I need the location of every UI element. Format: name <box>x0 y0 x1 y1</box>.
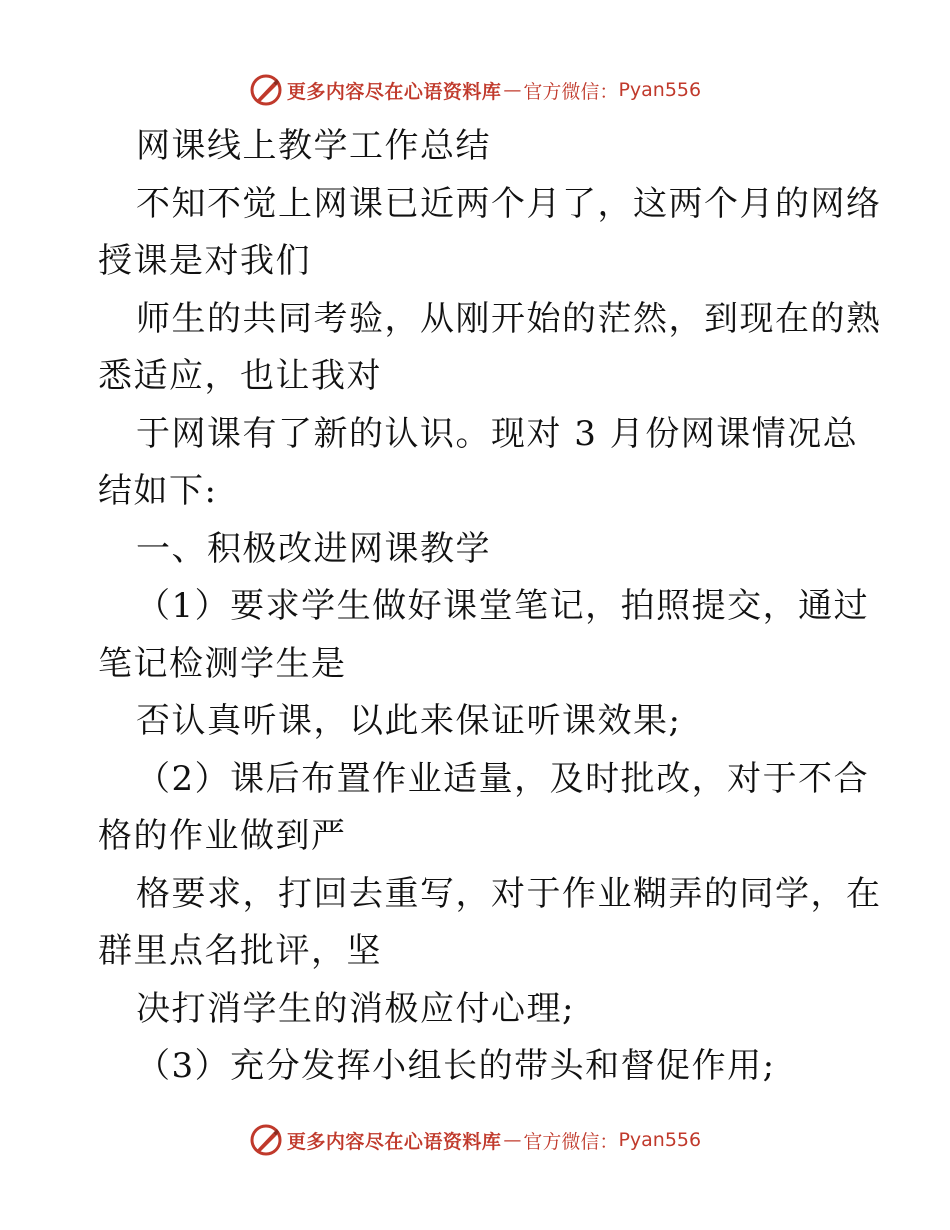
paragraph-line: 格的作业做到严 <box>98 816 347 856</box>
pen-logo-icon <box>249 1123 283 1157</box>
banner-wechat-label: 官方微信： <box>523 1130 619 1153</box>
banner-separator: — <box>503 79 522 101</box>
list-item: （3）充分发挥小组长的带头和督促作用; <box>136 1046 776 1086</box>
banner-separator: — <box>503 1129 522 1151</box>
document-body <box>98 118 882 1096</box>
banner-main-text: 更多内容尽在心语资料库 <box>286 80 502 103</box>
banner-wechat-label: 官方微信： <box>523 80 619 103</box>
banner-wechat-id: Pyan556 <box>618 1129 702 1151</box>
paragraph-line: 授课是对我们 <box>98 241 311 281</box>
section-heading: 一、积极改进网课教学 <box>136 528 491 569</box>
footer-watermark-banner <box>0 1120 950 1160</box>
header-watermark-banner <box>0 70 950 110</box>
paragraph-line: 笔记检测学生是 <box>98 643 347 684</box>
list-item: （2）课后布置作业适量，及时批改，对于不合 <box>136 758 870 799</box>
paragraph-line: 师生的共同考验，从刚开始的茫然，到现在的熟 <box>136 298 882 339</box>
paragraph-line: 群里点名批评，坚 <box>98 931 382 971</box>
paragraph-line: 结如下: <box>98 471 218 511</box>
paragraph-line: 不知不觉上网课已近两个月了，这两个月的网络 <box>136 183 882 224</box>
banner-wechat-id: Pyan556 <box>618 79 702 101</box>
document-title: 网课线上教学工作总结 <box>136 126 491 166</box>
banner-main-text: 更多内容尽在心语资料库 <box>286 1130 502 1153</box>
paragraph-line: 悉适应，也让我对 <box>98 356 382 396</box>
paragraph-line: 否认真听课，以此来保证听课效果; <box>136 701 682 741</box>
list-item: （1）要求学生做好课堂笔记，拍照提交，通过 <box>136 586 870 626</box>
pen-logo-icon <box>249 73 283 107</box>
paragraph-line: 于网课有了新的认识。现对 3 月份网课情况总 <box>136 413 859 454</box>
paragraph-line: 决打消学生的消极应付心理; <box>136 988 575 1029</box>
paragraph-line: 格要求，打回去重写，对于作业糊弄的同学，在 <box>136 873 882 914</box>
